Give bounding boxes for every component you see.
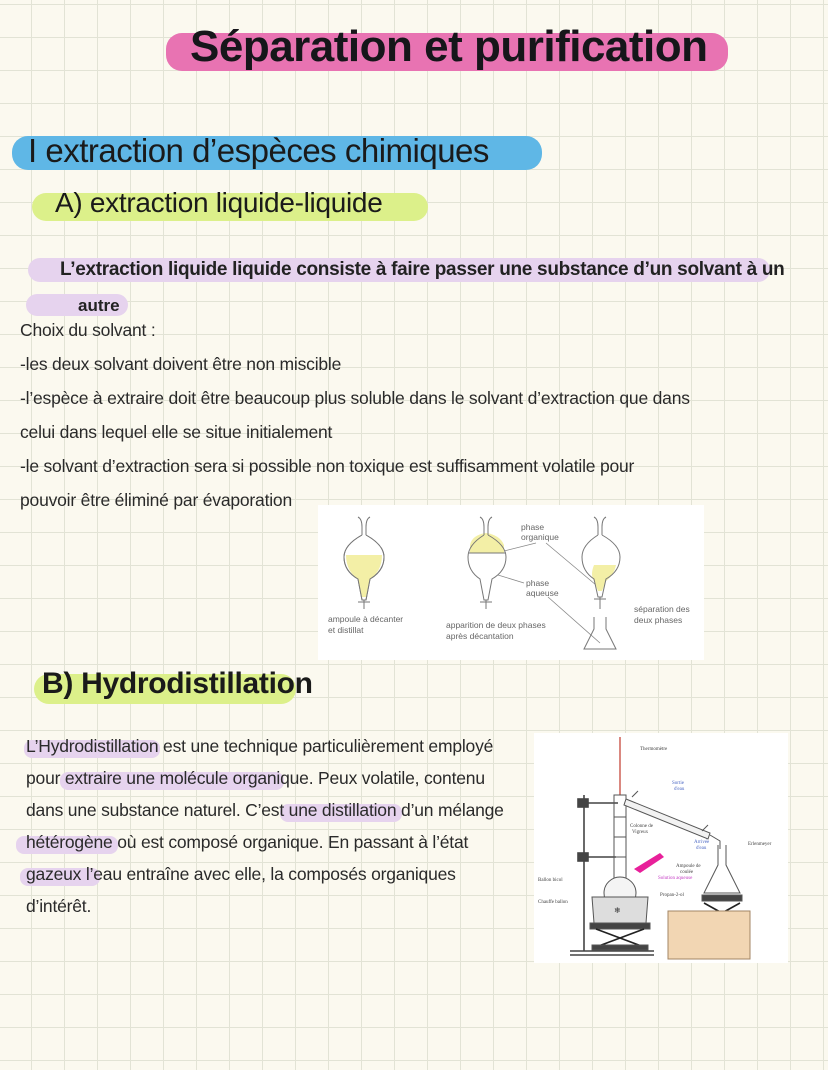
- fig-label-ampoule-1: Ampoule de: [676, 864, 701, 869]
- pointer-org-2: [546, 543, 596, 585]
- lab-jack-illustration: [668, 911, 750, 959]
- subB-line-3: hétérogène où est composé organique. En passant à l’état: [26, 832, 469, 852]
- definition-line-1: L’extraction liquide liquide consiste à faire passer une substance d’un solvant à un: [60, 259, 785, 280]
- subB-line-1: pour extraire une molécule organique. Peux volatile, contenu: [26, 768, 485, 788]
- subB-line-2: dans une substance naturel. C’est une distillation d’un mélange: [26, 800, 504, 820]
- page-title: Séparation et purification: [190, 22, 708, 71]
- fig-label-colonne-2: Vigreux: [632, 830, 649, 835]
- subB-line-5: d’intérêt.: [26, 896, 92, 916]
- definition-line-2: autre: [78, 296, 120, 315]
- pointer-org-1: [504, 543, 536, 551]
- subA-line-2: -l’espèce à extraire doit être beaucoup plus soluble dans le solvant d’extraction que dans: [20, 388, 690, 408]
- label-phase-org-1: phase: [521, 522, 545, 532]
- fig-label-solution: Solution aqueuse: [658, 876, 693, 881]
- flask-illustration: [590, 877, 650, 950]
- fig-label-erlenmeyer: Erlenmeyer: [748, 842, 772, 847]
- subA-line-5: pouvoir être éliminé par évaporation: [20, 490, 292, 510]
- separatory-funnel-figure: [318, 505, 704, 660]
- fig-label-arrivee-1: Arrivée: [694, 840, 710, 845]
- fig-label-ballon: Ballon bicol: [538, 878, 563, 883]
- stand-illustration: [570, 795, 654, 955]
- column-illustration: [614, 795, 626, 885]
- fig-label-ampoule-2: coulée: [680, 870, 694, 875]
- label-ampoule-2: et distillat: [328, 625, 364, 635]
- label-separation-2: deux phases: [634, 615, 683, 625]
- subA-line-4: -le solvant d’extraction sera si possible non toxique est suffisamment volatile pour: [20, 456, 635, 476]
- label-phase-aq-2: aqueuse: [526, 588, 559, 598]
- funnel-1-illustration: [344, 517, 384, 609]
- fig-label-propan: Propan-2-ol: [660, 893, 684, 898]
- fig-label-thermometre: Thermomètre: [640, 747, 668, 752]
- fig-label-chauffe: Chauffe ballon: [538, 900, 568, 905]
- funnel-2-illustration: [468, 517, 506, 609]
- subA-line-1: -les deux solvant doivent être non miscible: [20, 354, 342, 374]
- fig-label-sortie-2: d'eau: [674, 787, 685, 792]
- fig-label-arrivee-2: d'eau: [696, 846, 707, 851]
- subA-line-3: celui dans lequel elle se situe initialement: [20, 422, 333, 442]
- label-phase-aq-1: phase: [526, 578, 550, 588]
- subB-heading: B) Hydrodistillation: [42, 667, 313, 700]
- subB-line-0: L’Hydrodistillation est une technique particulièrement employé: [26, 736, 494, 756]
- label-ampoule-1: ampoule à décanter: [328, 614, 404, 624]
- label-apparition-2: après décantation: [446, 631, 514, 641]
- subA-heading: A) extraction liquide-liquide: [55, 187, 383, 218]
- pointer-aq-2: [548, 597, 600, 643]
- funnel-3-illustration: [582, 517, 620, 649]
- label-apparition-1: apparition de deux phases: [446, 620, 546, 630]
- pointer-aq-1: [498, 575, 524, 583]
- subA-line-0: Choix du solvant :: [20, 320, 156, 340]
- label-separation-1: séparation des: [634, 604, 690, 614]
- dropping-funnel-illustration: [634, 853, 664, 873]
- fig-label-sortie-1: Sortie: [672, 781, 684, 786]
- svg-text:❄: ❄: [614, 906, 621, 915]
- label-phase-org-2: organique: [521, 532, 559, 542]
- subB-line-4: gazeux l’eau entraîne avec elle, la composés organiques: [26, 864, 456, 884]
- fig-label-colonne-1: Colonne de: [630, 824, 653, 829]
- section1-heading: I extraction d’espèces chimiques: [28, 132, 489, 169]
- hydrodistillation-figure: [534, 733, 788, 963]
